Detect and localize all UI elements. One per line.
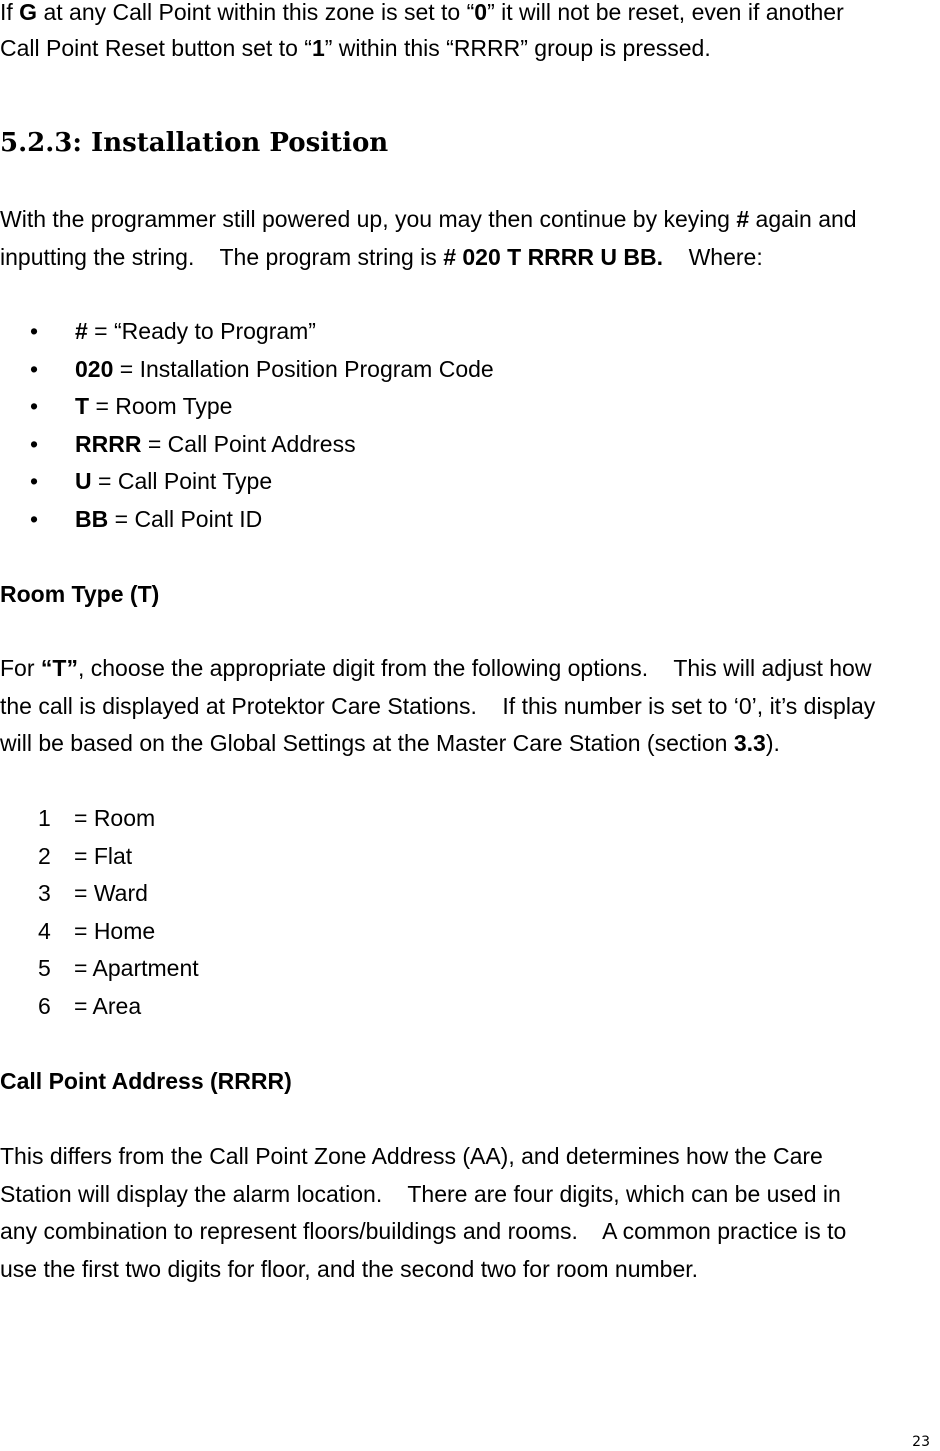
list-item <box>30 355 494 383</box>
text-run: Call Point Reset button set to “ <box>0 35 312 61</box>
option-number: 4 <box>38 918 51 944</box>
option-number: 2 <box>38 843 51 869</box>
bullet-desc: = Call Point Address <box>141 431 356 457</box>
text-run: again and <box>749 206 857 232</box>
option-label: = Area <box>74 993 142 1019</box>
text-run: will be based on the Global Settings at the Master Care Station (section <box>0 730 734 756</box>
list-item <box>38 879 148 907</box>
text-bold: 3.3 <box>733 730 766 756</box>
bullet-desc: = Call Point ID <box>108 506 263 532</box>
bullet-desc: = Installation Position Program Code <box>113 356 494 382</box>
text-run: For <box>0 655 41 681</box>
list-item <box>30 505 262 533</box>
list-item <box>30 392 232 420</box>
option-number: 1 <box>38 805 51 831</box>
intro-line-1 <box>0 0 844 26</box>
list-item <box>38 954 199 982</box>
bullet-desc: = Room Type <box>89 393 233 419</box>
bullet-desc: = Call Point Type <box>91 468 273 494</box>
list-item <box>38 804 155 832</box>
option-label: = Apartment <box>74 955 199 981</box>
bullet-code: # <box>75 318 88 344</box>
room-type-line-3 <box>0 729 780 757</box>
room-type-line-2: the call is displayed at Protektor Care Stations. If this number is set to ‘0’, it’s display <box>0 693 876 719</box>
list-item <box>30 317 316 345</box>
room-type-title: Room Type (T) <box>0 581 160 607</box>
text-bold: 0 <box>474 0 488 25</box>
bullet-code: 020 <box>75 356 114 382</box>
address-line: any combination to represent floors/buildings and rooms. A common practice is to <box>0 1218 847 1244</box>
text-run: , choose the appropriate digit from the following options. This will adjust how <box>77 655 872 681</box>
option-label: = Ward <box>74 880 148 906</box>
program-line-1 <box>0 205 857 233</box>
text-run: With the programmer still powered up, you may then continue by keying <box>0 206 737 232</box>
text-run: ” within this “RRRR” group is pressed. <box>324 35 711 61</box>
text-run: ). <box>765 730 780 756</box>
address-title: Call Point Address (RRRR) <box>0 1068 292 1094</box>
section-heading: 5.2.3: Installation Position <box>0 128 389 158</box>
bullet-code: U <box>75 468 92 494</box>
list-item <box>38 992 141 1020</box>
list-item <box>38 842 132 870</box>
bullet-icon: • <box>30 506 39 532</box>
list-item <box>38 917 155 945</box>
option-number: 6 <box>38 993 51 1019</box>
option-label: = Flat <box>74 843 133 869</box>
bullet-icon: • <box>30 393 39 419</box>
address-line: This differs from the Call Point Zone Address (AA), and determines how the Care <box>0 1143 823 1169</box>
text-run: If <box>0 0 20 25</box>
option-number: 3 <box>38 880 51 906</box>
text-run: Where: <box>663 244 763 270</box>
option-number: 5 <box>38 955 51 981</box>
intro-line-2 <box>0 34 711 62</box>
text-bold: 1 <box>311 35 325 61</box>
bullet-icon: • <box>30 356 39 382</box>
text-run: inputting the string. The program string is <box>0 244 444 270</box>
text-run: ” it will not be reset, even if another <box>487 0 844 25</box>
address-line: use the first two digits for floor, and the second two for room number. <box>0 1256 699 1282</box>
bullet-desc: = “Ready to Program” <box>87 318 316 344</box>
text-bold: # <box>736 206 750 232</box>
room-type-line-1 <box>0 654 871 682</box>
list-item <box>30 430 356 458</box>
page-number: 23 <box>912 1434 930 1450</box>
bullet-code: BB <box>75 506 109 532</box>
list-item <box>30 467 272 495</box>
text-bold: G <box>19 0 38 25</box>
bullet-icon: • <box>30 431 39 457</box>
bullet-code: T <box>75 393 90 419</box>
option-label: = Room <box>74 805 156 831</box>
bullet-icon: • <box>30 468 39 494</box>
bullet-icon: • <box>30 318 39 344</box>
text-bold: “T” <box>40 655 78 681</box>
address-line: Station will display the alarm location. There are four digits, which can be used in <box>0 1181 841 1207</box>
text-run: at any Call Point within this zone is set to “ <box>37 0 475 25</box>
text-bold: # 020 T RRRR U BB. <box>443 244 664 270</box>
bullet-code: RRRR <box>75 431 142 457</box>
program-line-2 <box>0 243 763 271</box>
option-label: = Home <box>74 918 156 944</box>
